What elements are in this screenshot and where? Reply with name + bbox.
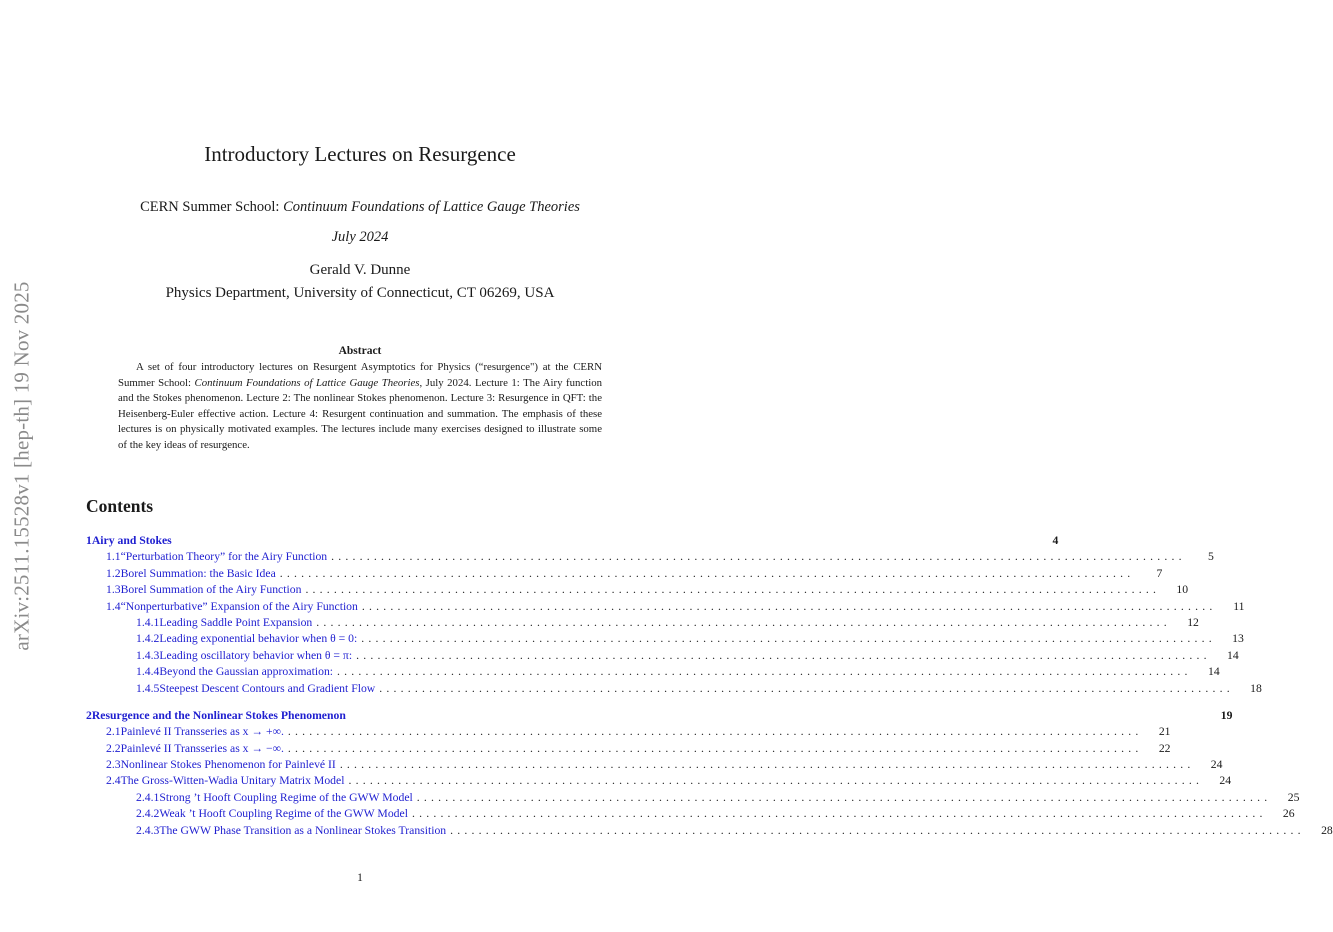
toc-leader-dots: ........................................................................................................................ bbox=[279, 566, 1135, 580]
toc-subsubsection[interactable] bbox=[86, 648, 1239, 664]
author-affiliation: Physics Department, University of Connecticut, CT 06269, USA bbox=[165, 285, 555, 301]
date-line: July 2024 bbox=[331, 229, 389, 245]
toc-number: 1.4.1 bbox=[136, 615, 160, 629]
contents-heading: Contents bbox=[86, 496, 154, 516]
toc-title-link[interactable]: Borel Summation of the Airy Function bbox=[120, 583, 302, 597]
toc-title-link[interactable]: “Nonperturbative” Expansion of the Airy Function bbox=[120, 599, 358, 613]
arxiv-side-stamp: arXiv:2511.15528v1 [hep-th] 19 Nov 2025 bbox=[9, 281, 34, 651]
toc-number: 2.3 bbox=[106, 758, 121, 772]
toc-subsection[interactable] bbox=[86, 741, 1171, 757]
toc-title-link[interactable]: Painlevé II Transseries as x → −∞. bbox=[120, 741, 284, 755]
toc-title-link[interactable]: Resurgence and the Nonlinear Stokes Phenomenon bbox=[91, 708, 346, 722]
toc-number: 1.4.3 bbox=[136, 648, 160, 662]
toc-title-link[interactable]: Weak ’t Hooft Coupling Regime of the GWW Model bbox=[159, 807, 408, 821]
toc-page-number: 14 bbox=[1207, 665, 1220, 679]
toc-leader-dots: ........................................................................................................................ bbox=[316, 615, 1171, 629]
toc-number: 1.3 bbox=[106, 583, 121, 597]
toc-subsection[interactable] bbox=[86, 773, 1232, 789]
toc-title-link[interactable]: Leading oscillatory behavior when θ = π: bbox=[159, 648, 353, 662]
toc-number: 2.4 bbox=[106, 774, 121, 788]
toc-number: 1.1 bbox=[106, 550, 121, 564]
toc-page-number: 7 bbox=[1156, 566, 1163, 580]
paper-title: Introductory Lectures on Resurgence bbox=[204, 142, 516, 166]
abstract-heading: Abstract bbox=[338, 345, 382, 357]
toc-page-number: 14 bbox=[1227, 648, 1239, 662]
toc-page-number: 28 bbox=[1321, 823, 1333, 837]
abstract-part2: , July 2024. Lecture 1: The Airy function and the Stokes phenomenon. Lecture 2: The nonlinear Stokes phenomenon. Lecture 3: Resurgence in QFT: the Heisenberg-Euler effective action. Lecture 4: Resurgent continuation and summation. The emphasis of these lectures is on physically motivated examples. The lectures include many exercises designed to illustrate some of the key ideas of resurgence. bbox=[118, 376, 602, 451]
toc-leader-dots: ........................................................................................................................ bbox=[348, 774, 1204, 788]
toc-leader-dots: ........................................................................................................................ bbox=[337, 665, 1192, 679]
toc-page-number: 24 bbox=[1219, 774, 1232, 788]
toc-number: 2.2 bbox=[106, 741, 121, 755]
toc-leader-dots: ........................................................................................................................ bbox=[287, 725, 1143, 739]
toc-leader-dots: ........................................................................................................................ bbox=[416, 790, 1272, 804]
school-name: Continuum Foundations of Lattice Gauge Theories bbox=[283, 199, 580, 215]
table-of-contents bbox=[86, 533, 1333, 839]
toc-number: 2.1 bbox=[106, 725, 121, 739]
toc-title-link[interactable]: Beyond the Gaussian approximation: bbox=[159, 665, 334, 679]
toc-leader-dots: ........................................................................................................................ bbox=[450, 823, 1305, 837]
toc-leader-dots: ........................................................................................................................ bbox=[331, 550, 1186, 564]
toc-subsection[interactable] bbox=[86, 757, 1223, 773]
toc-title-link[interactable]: Leading exponential behavior when θ = 0: bbox=[159, 632, 358, 646]
toc-number: 1.2 bbox=[106, 566, 121, 580]
toc-page-number: 12 bbox=[1187, 615, 1199, 629]
toc-number: 1 bbox=[86, 534, 92, 547]
toc-leader-dots: ........................................................................................................................ bbox=[379, 681, 1234, 695]
toc-subsection[interactable] bbox=[86, 724, 1171, 740]
toc-leader-dots: ........................................................................................................................ bbox=[411, 807, 1267, 821]
school-line bbox=[0, 199, 720, 216]
page-number: 1 bbox=[357, 872, 363, 884]
toc-page-number: 24 bbox=[1210, 758, 1223, 772]
toc-subsubsection[interactable] bbox=[86, 806, 1295, 822]
toc-number: 1.4 bbox=[106, 599, 121, 613]
toc-leader-dots: ........................................................................................................................ bbox=[361, 632, 1216, 646]
toc-subsection[interactable] bbox=[86, 599, 1245, 615]
toc-title-link[interactable]: The Gross-Witten-Wadia Unitary Matrix Model bbox=[120, 774, 345, 788]
toc-number: 2.4.1 bbox=[136, 790, 160, 804]
toc-page-number: 22 bbox=[1158, 741, 1171, 755]
toc-leader-dots: ........................................................................................................................ bbox=[361, 599, 1217, 613]
toc-number: 1.4.5 bbox=[136, 681, 160, 695]
toc-number: 2.4.2 bbox=[136, 807, 160, 821]
toc-number: 1.4.4 bbox=[136, 665, 160, 679]
toc-title-link[interactable]: Borel Summation: the Basic Idea bbox=[120, 566, 276, 580]
toc-section[interactable] bbox=[86, 708, 1233, 724]
toc-title-link[interactable]: Strong ’t Hooft Coupling Regime of the GWW Model bbox=[159, 790, 413, 804]
toc-number: 2.4.3 bbox=[136, 823, 160, 837]
toc-subsubsection[interactable] bbox=[86, 631, 1244, 647]
toc-title-link[interactable]: “Perturbation Theory” for the Airy Function bbox=[120, 550, 328, 564]
toc-subsubsection[interactable] bbox=[86, 615, 1199, 631]
toc-page-number: 18 bbox=[1250, 681, 1262, 695]
toc-subsection[interactable] bbox=[86, 549, 1214, 565]
toc-title-link[interactable]: Painlevé II Transseries as x → +∞. bbox=[120, 725, 284, 739]
toc-page-number: 4 bbox=[1052, 534, 1059, 547]
toc-title-link[interactable]: The GWW Phase Transition as a Nonlinear Stokes Transition bbox=[159, 823, 447, 837]
toc-page-number: 25 bbox=[1287, 790, 1300, 804]
toc-page-number: 11 bbox=[1233, 599, 1245, 613]
toc-page-number: 5 bbox=[1207, 550, 1214, 564]
school-prefix: CERN Summer School: bbox=[140, 199, 284, 215]
toc-subsubsection[interactable] bbox=[86, 823, 1333, 839]
toc-page-number: 26 bbox=[1282, 807, 1295, 821]
toc-page-number: 13 bbox=[1232, 632, 1244, 646]
toc-page-number: 21 bbox=[1158, 725, 1171, 739]
abstract-italic: Continuum Foundations of Lattice Gauge Theories bbox=[194, 376, 420, 389]
toc-section[interactable] bbox=[86, 533, 1059, 549]
toc-number: 2 bbox=[86, 708, 92, 722]
toc-leader-dots: ........................................................................................................................ bbox=[356, 648, 1211, 662]
abstract-body bbox=[118, 360, 602, 454]
toc-page-number: 10 bbox=[1176, 583, 1189, 597]
toc-title-link[interactable]: Leading Saddle Point Expansion bbox=[159, 615, 313, 629]
toc-title-link[interactable]: Nonlinear Stokes Phenomenon for Painlevé II bbox=[120, 758, 336, 772]
toc-subsubsection[interactable] bbox=[86, 664, 1220, 680]
toc-subsection[interactable] bbox=[86, 566, 1163, 582]
toc-subsubsection[interactable] bbox=[86, 681, 1262, 697]
toc-number: 1.4.2 bbox=[136, 632, 160, 646]
toc-leader-dots: ........................................................................................................................ bbox=[305, 583, 1161, 597]
toc-page-number: 19 bbox=[1220, 708, 1233, 722]
toc-subsection[interactable] bbox=[86, 582, 1189, 598]
abstract-part1: A set of four introductory lectures on Resurgent Asymptotics for Physics (“resurgence") at the CERN Summer School: bbox=[118, 361, 602, 389]
toc-title-link[interactable]: Steepest Descent Contours and Gradient Flow bbox=[159, 681, 376, 695]
toc-leader-dots: ........................................................................................................................ bbox=[287, 741, 1143, 755]
author-name: Gerald V. Dunne bbox=[309, 262, 411, 278]
toc-subsubsection[interactable] bbox=[86, 790, 1300, 806]
toc-leader-dots: ........................................................................................................................ bbox=[339, 758, 1195, 772]
toc-title-link[interactable]: Airy and Stokes bbox=[91, 534, 172, 547]
